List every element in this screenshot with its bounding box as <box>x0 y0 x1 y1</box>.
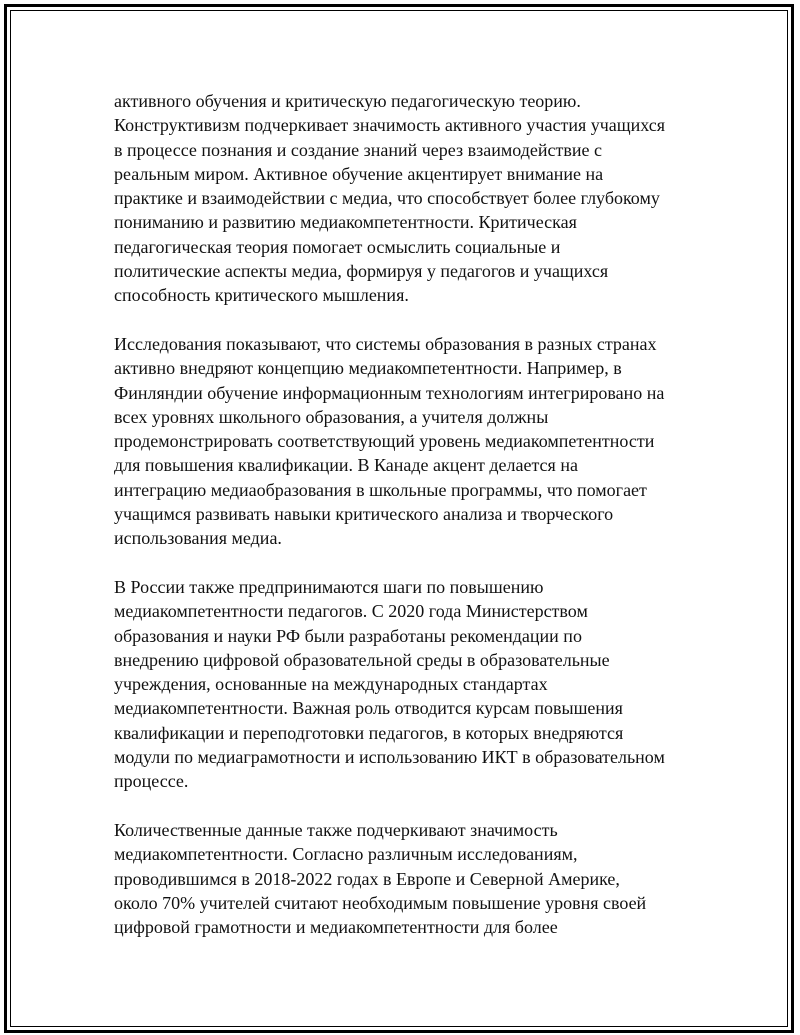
text-line: для повышения квалификации. В Канаде акцент делается на <box>114 455 578 476</box>
text-line: в процессе познания и создание знаний через взаимодействие с <box>114 139 602 160</box>
text-line: педагогическая теория помогает осмыслить социальные и <box>114 236 561 257</box>
text-line: образования и науки РФ были разработаны рекомендации по <box>114 625 582 646</box>
text-line: активного обучения и критическую педагогическую теорию. <box>114 91 581 111</box>
text-line: медиакомпетентности педагогов. С 2020 года Министерством <box>114 601 588 622</box>
text-line: учащимся развивать навыки критического анализа и творческого <box>114 504 614 525</box>
text-line: медиакомпетентности. Важная роль отводится курсам повышения <box>114 698 623 719</box>
text-line: модули по медиаграмотности и использованию ИКТ в образовательном <box>114 747 665 768</box>
document-body <box>114 89 694 964</box>
text-line: способность критического мышления. <box>114 285 409 306</box>
text-line: пониманию и развитию медиакомпетентности. Критическая <box>114 212 577 233</box>
text-line: политические аспекты медиа, формируя у педагогов и учащихся <box>114 261 609 282</box>
text-line: практике и взаимодействии с медиа, что способствует более глубокому <box>114 188 660 209</box>
text-line: около 70% учителей считают необходимым повышение уровня своей <box>114 892 647 913</box>
text-line: продемонстрировать соответствующий уровень медиакомпетентности <box>114 431 655 452</box>
text-line: цифровой грамотности и медиакомпетентности для более <box>114 917 558 938</box>
paragraph-4 <box>114 818 694 939</box>
text-line: медиакомпетентности. Согласно различным исследованиям, <box>114 844 578 865</box>
text-line: интеграцию медиаобразования в школьные программы, что помогает <box>114 479 647 500</box>
text-line: всех уровнях школьного образования, а учителя должны <box>114 406 549 427</box>
paragraph-3 <box>114 575 694 794</box>
text-line: Конструктивизм подчеркивает значимость активного участия учащихся <box>114 115 666 136</box>
paragraph-1 <box>114 89 694 308</box>
text-line: Количественные данные также подчеркивают значимость <box>114 819 558 840</box>
text-line: учреждения, основанные на международных стандартах <box>114 674 548 695</box>
paragraph-2 <box>114 332 694 551</box>
text-line: реальным миром. Активное обучение акцентирует внимание на <box>114 163 604 184</box>
text-line: проводившимся в 2018-2022 годах в Европе и Северной Америке, <box>114 868 620 889</box>
text-line: активно внедряют концепцию медиакомпетентности. Например, в <box>114 358 622 379</box>
text-line: квалификации и переподготовки педагогов, в которых внедряются <box>114 722 624 743</box>
text-line: Исследования показывают, что системы образования в разных странах <box>114 333 657 354</box>
text-line: внедрению цифровой образовательной среды в образовательные <box>114 649 610 670</box>
text-line: использования медиа. <box>114 528 282 549</box>
text-line: процессе. <box>114 771 189 792</box>
text-line: Финляндии обучение информационным технологиям интегрировано на <box>114 382 665 403</box>
text-line: В России также предпринимаются шаги по повышению <box>114 576 544 597</box>
